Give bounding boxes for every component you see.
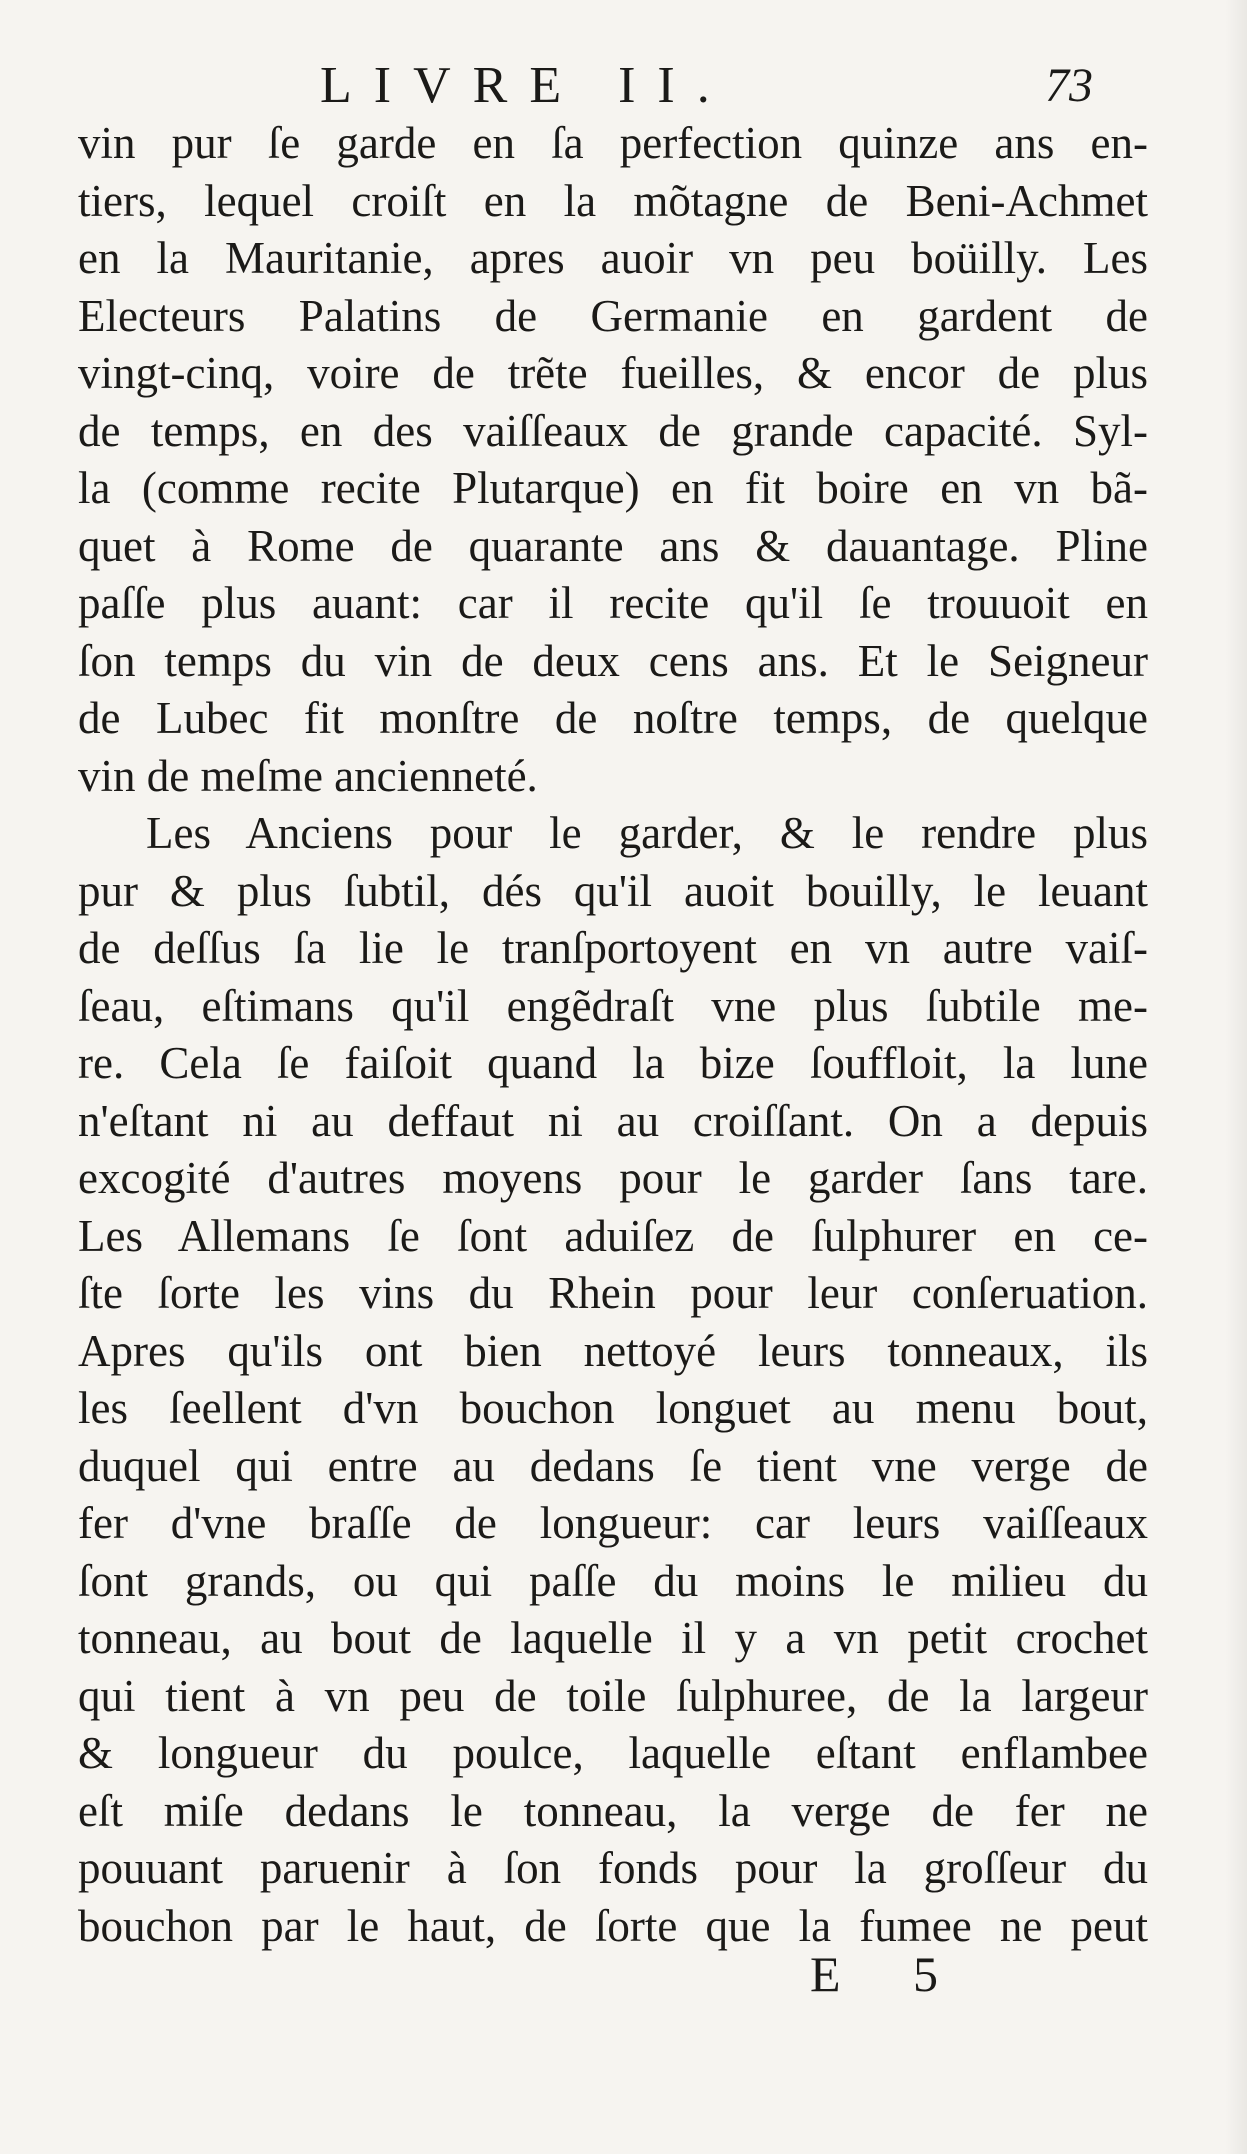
text-line: ſon temps du vin de deux cens ans. Et le Seigneur: [78, 635, 1148, 686]
text-line: re. Cela ſe faiſoit quand la bize ſouffloit, la lune: [78, 1038, 1148, 1088]
text-line: n'eſtant ni au deffaut ni au croiſſant. On a depuis: [78, 1095, 1148, 1146]
body-text: [78, 115, 1148, 1955]
page-number: 73: [1045, 59, 1093, 112]
signature-mark: E 5: [810, 1946, 969, 2002]
text-line: tiers, lequel croiſt en la mõtagne de Beni-Achmet: [78, 175, 1148, 226]
text-line: qui tient à vn peu de toile ſulphuree, de la largeur: [78, 1670, 1148, 1721]
text-line: bouchon par le haut, de ſorte que la fumee ne peut: [78, 1900, 1148, 1951]
text-line: quet à Rome de quarante ans & dauantage. Pline: [78, 520, 1148, 571]
text-line: vin de meſme ancienneté.: [78, 750, 538, 801]
text-line: Apres qu'ils ont bien nettoyé leurs tonneaux, ils: [78, 1325, 1148, 1376]
text-line: ſte ſorte les vins du Rhein pour leur conſeruation.: [78, 1268, 1148, 1318]
text-line: tonneau, au bout de laquelle il y a vn petit crochet: [78, 1613, 1148, 1663]
text-line: la (comme recite Plutarque) en fit boire en vn bã-: [78, 463, 1148, 513]
text-line: ſeau, eſtimans qu'il engẽdraſt vne plus ſubtile me-: [78, 980, 1148, 1031]
text-line: en la Mauritanie, apres auoir vn peu boüilly. Les: [78, 233, 1148, 283]
text-line: ſont grands, ou qui paſſe du moins le milieu du: [78, 1555, 1148, 1606]
text-line: fer d'vne braſſe de longueur: car leurs vaiſſeaux: [78, 1498, 1148, 1548]
text-line: Les Anciens pour le garder, & le rendre plus: [146, 808, 1148, 858]
text-line: duquel qui entre au dedans ſe tient vne verge de: [78, 1440, 1148, 1491]
text-line: de deſſus ſa lie le tranſportoyent en vn autre vaiſ-: [78, 923, 1148, 973]
text-line: de Lubec fit monſtre de noſtre temps, de quelque: [78, 693, 1148, 743]
running-head: [0, 48, 1247, 118]
running-title: LIVRE II.: [320, 57, 732, 114]
text-line: pouuant paruenir à ſon fonds pour la groſſeur du: [78, 1843, 1148, 1893]
text-line: eſt miſe dedans le tonneau, la verge de fer ne: [78, 1785, 1148, 1836]
text-line: de temps, en des vaiſſeaux de grande capacité. Syl-: [78, 405, 1148, 456]
text-line: paſſe plus auant: car il recite qu'il ſe trouuoit en: [78, 578, 1148, 628]
text-line: Les Allemans ſe ſont aduiſez de ſulphurer en ce-: [78, 1210, 1148, 1261]
text-line: vin pur ſe garde en ſa perfection quinze ans en-: [78, 118, 1148, 168]
page-edge-shadow: [1225, 0, 1247, 2154]
text-line: pur & plus ſubtil, dés qu'il auoit bouilly, le leuant: [78, 865, 1148, 916]
text-line: vingt-cinq, voire de trẽte fueilles, & encor de plus: [78, 348, 1148, 398]
text-line: Electeurs Palatins de Germanie en gardent de: [78, 290, 1148, 341]
text-line: & longueur du poulce, laquelle eſtant enflambee: [78, 1728, 1148, 1778]
text-line: les ſeellent d'vn bouchon longuet au menu bout,: [78, 1383, 1148, 1433]
text-line: excogité d'autres moyens pour le garder ſans tare.: [78, 1153, 1148, 1203]
